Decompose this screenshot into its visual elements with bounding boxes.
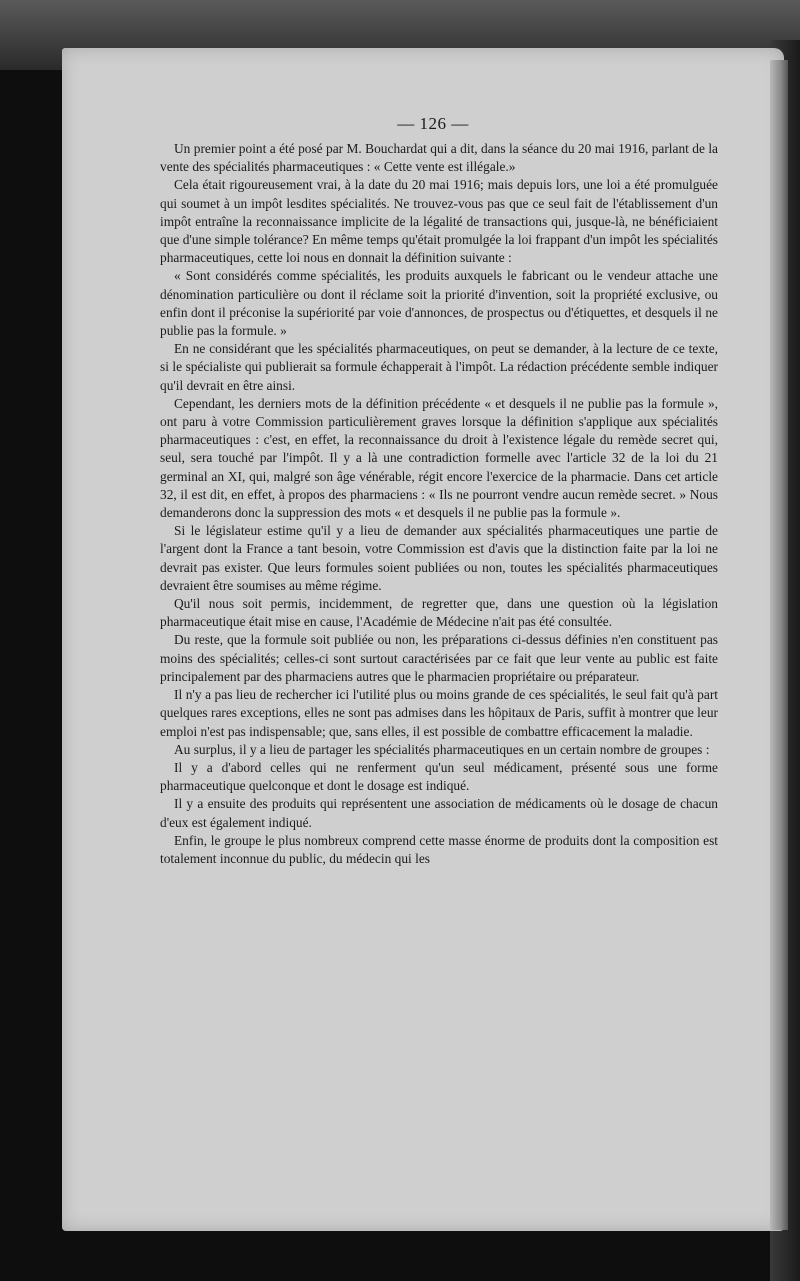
paragraph: Un premier point a été posé par M. Bouchardat qui a dit, dans la séance du 20 mai 1916, parlant de la vente des spécialités pharmaceutiques : « Cette vente est illégale.»: [160, 141, 718, 175]
paragraph: Au surplus, il y a lieu de partager les spécialités pharmaceutiques en un certain nombre de groupes :: [174, 741, 710, 757]
paragraph: Il n'y a pas lieu de rechercher ici l'utilité plus ou moins grande de ces spécialités, le seul fait qu'à part quelques rares exceptions, elles ne sont pas admises dans les hôpitaux de Paris, suffit à montrer que leur emploi n'est pas indispensable; que, sans elles, il est possible de combattre efficacement la maladie.: [160, 687, 718, 739]
paragraph: Du reste, que la formule soit publiée ou non, les préparations ci-dessus définies n'en constituent pas moins des spécialités; celles-ci sont surtout caractérisées par ce fait que leur vente au public est faite principalement par des pharmaciens autres que le pharmacien propriétaire ou préparateur.: [160, 632, 718, 684]
paragraph: Cela était rigoureusement vrai, à la date du 20 mai 1916; mais depuis lors, une loi a été promulguée qui soumet à un impôt lesdites spécialités. Ne trouvez-vous pas que ce seul fait de l'établissement d'un impôt entraîne la reconnaissance implicite de la légalité de transactions qui, jusque-là, ne bénéficiaient que d'une simple tolérance? En même temps qu'était promulgée la loi frappant d'un impôt les spécialités pharmaceutiques, cette loi nous en donnait la définition suivante :: [160, 177, 718, 266]
paragraph: Cependant, les derniers mots de la définition précédente « et desquels il ne publie pas la formule », ont paru à votre Commission particulièrement graves lorsque la définition s'applique aux spécialités pharmaceutiques : c'est, en effet, la reconnaissance du droit à l'existence légale du remède secret qui, seul, sera touché par l'impôt. Il y a là une contradiction formelle avec l'article 32 de la loi du 21 germinal an XI, qui, malgré son âge vénérable, régit encore l'exercice de la pharmacie. Dans cet article 32, il est dit, en effet, à propos des pharmaciens : « Ils ne pourront vendre aucun remède secret. » Nous demanderons donc la suppression des mots « et desquels il ne publie pas la formule ».: [160, 395, 718, 521]
page-number: — 126 —: [397, 114, 469, 133]
paragraph: « Sont considérés comme spécialités, les produits auxquels le fabricant ou le vendeur attache une dénomination particulière ou dont il réclame soit la priorité d'invention, soit la propriété exclusive, ou enfin dont il préconise la supériorité par voie d'annonces, de prospectus ou d'étiquettes, et desquels il ne publie pas la formule. »: [160, 268, 718, 339]
paragraph: Il y a ensuite des produits qui représentent une association de médicaments où le dosage de chacun d'eux est également indiqué.: [160, 796, 718, 830]
paragraph: Enfin, le groupe le plus nombreux comprend cette masse énorme de produits dont la composition est totalement inconnue du public, du médecin qui les: [160, 832, 718, 866]
page-edge: [770, 60, 788, 1230]
paragraph: Qu'il nous soit permis, incidemment, de regretter que, dans une question où la législation pharmaceutique était mise en cause, l'Académie de Médecine n'ait pas été consultée.: [160, 596, 718, 630]
paragraph: En ne considérant que les spécialités pharmaceutiques, on peut se demander, à la lecture de ce texte, si le spécialiste qui publierait sa formule échapperait à l'impôt. La rédaction précédente semble indiquer qu'il devrait en être ainsi.: [160, 341, 718, 393]
body-text: [160, 140, 718, 868]
paragraph: Si le législateur estime qu'il y a lieu de demander aux spécialités pharmaceutiques une partie de l'argent dont la France a tant besoin, votre Commission est d'avis que la distinction faite par la loi ne devrait pas exister. Que leurs formules soient publiées ou non, toutes les spécialités pharmaceutiques devraient être soumises au même régime.: [160, 523, 718, 593]
paragraph: Il y a d'abord celles qui ne renferment qu'un seul médicament, présenté sous une forme pharmaceutique quelconque et dont le dosage est indiqué.: [160, 759, 718, 794]
